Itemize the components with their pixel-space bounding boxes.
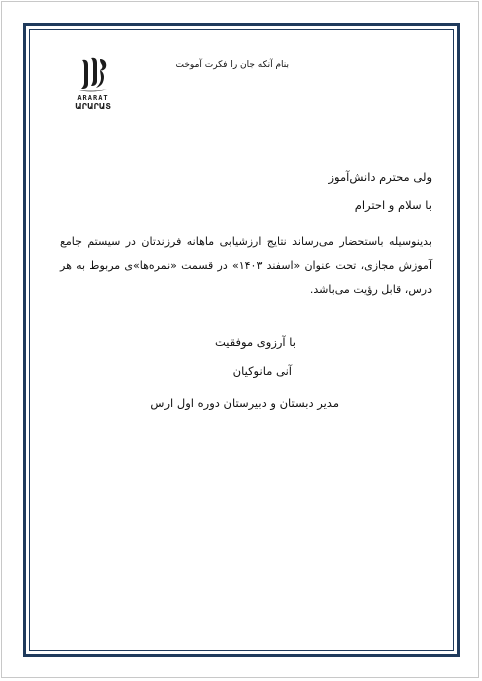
signer-name: آنی مانوکیان bbox=[232, 364, 292, 378]
letter-body: بدینوسیله باستحضار می‌رساند نتایج ارزشیابی ماهانه فرزندتان در سیستم جامع آموزش مجازی، تحت عنوان «اسفند ۱۴۰۳» در قسمت «نمره‌ها»ی مربوط به هر درس، قابل رؤیت می‌باشد. bbox=[60, 235, 432, 296]
letter-content bbox=[60, 40, 432, 640]
logo-armenian-text: ԱՐԱՐԱՏ bbox=[75, 102, 111, 111]
salutation: ولی محترم دانش‌آموز bbox=[328, 170, 432, 184]
greeting: با سلام و احترام bbox=[354, 198, 432, 212]
invocation-line: بنام آنکه جان را فکرت آموخت bbox=[175, 60, 289, 70]
signer-title: مدیر دبستان و دبیرستان دوره اول ارس bbox=[150, 396, 339, 410]
school-logo bbox=[70, 56, 116, 118]
logo-latin-text: ARARAT bbox=[77, 94, 109, 102]
closing-line: با آرزوی موفقیت bbox=[214, 335, 296, 349]
logo-mark-icon bbox=[76, 56, 110, 92]
